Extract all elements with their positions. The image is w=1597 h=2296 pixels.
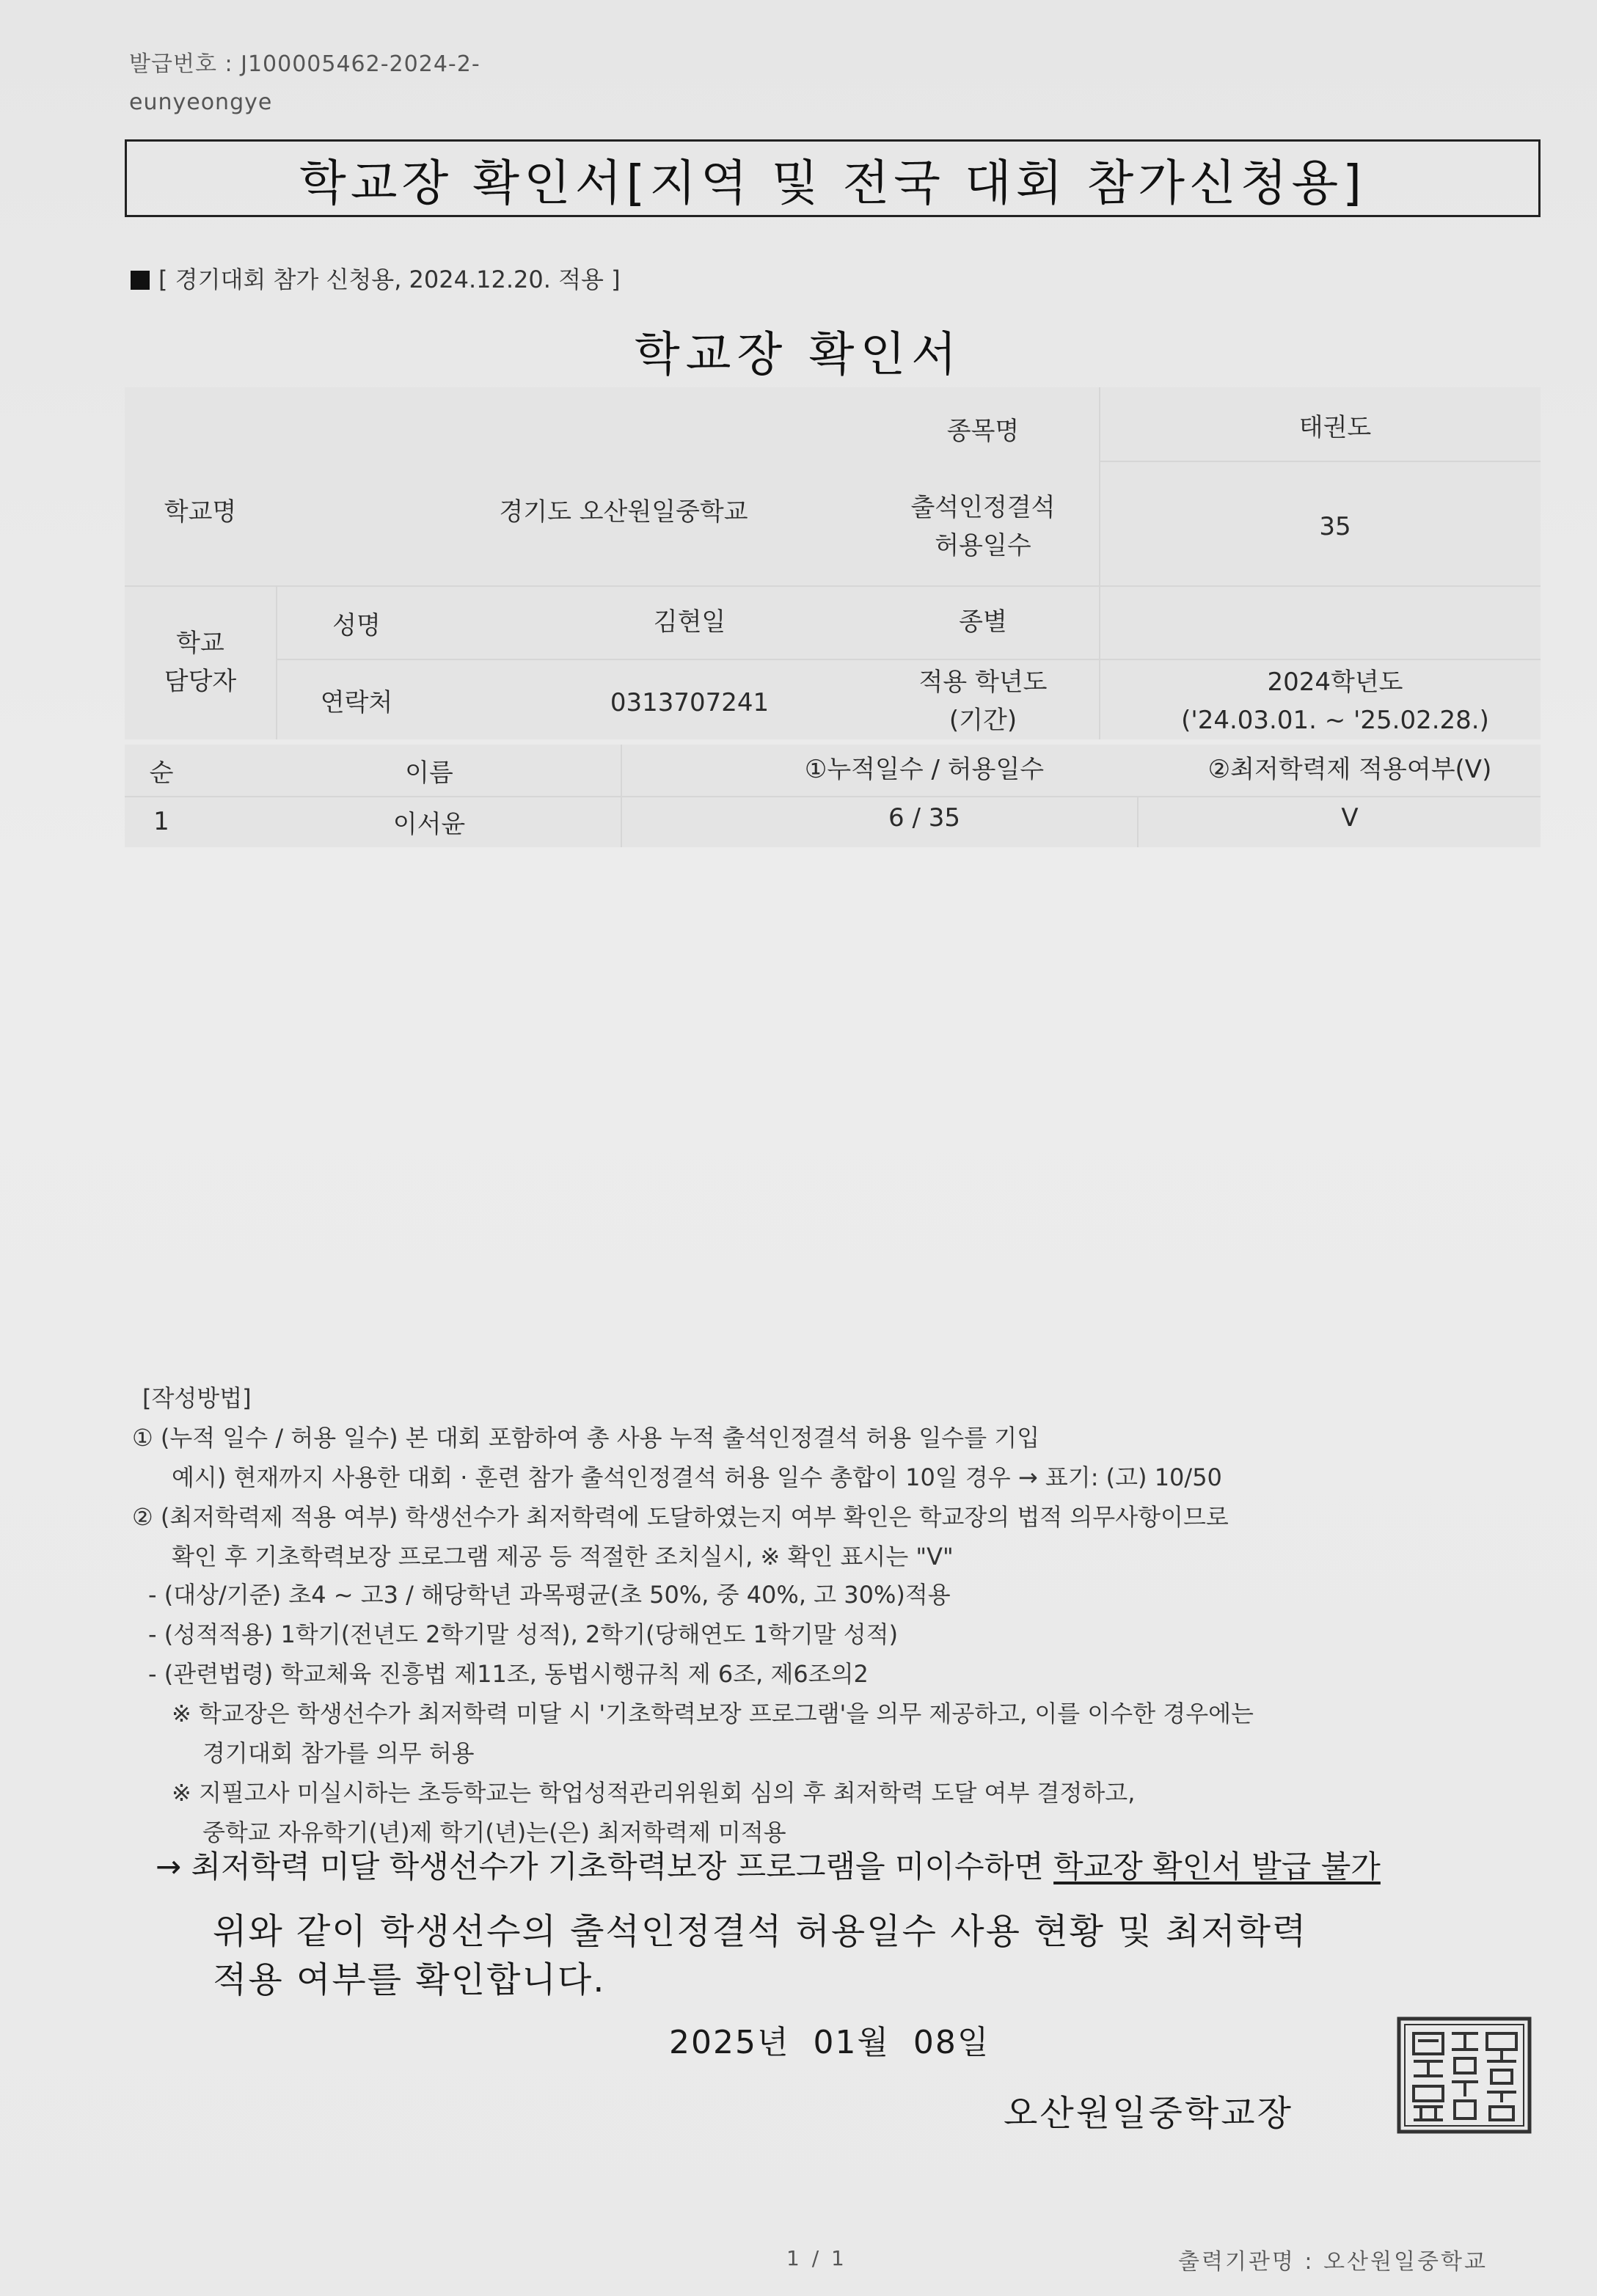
notice-prefix: → 최저학력 미달 학생선수가 기초학력보장 프로그램을 미이수하면 [156,1849,1054,1884]
instruction-line-9: 경기대회 참가를 의무 허용 [202,1739,475,1767]
official-seal [1396,2016,1532,2135]
instructions-heading: [작성방법] [142,1384,252,1412]
footer-org: 출력기관명 : 오산원일중학교 [1178,2249,1488,2275]
allowance-label-line2: 허용일수 [935,531,1031,560]
header-name: 이름 [405,758,453,788]
instruction-line-6: - (성적적용) 1학기(전년도 2학기말 성적), 2학기(당해연도 1학기말 성적) [148,1620,899,1648]
info-table [125,387,1541,739]
document-title: 학교장 확인서 [634,328,963,382]
notice-emphasis: 학교장 확인서 발급 불가 [1053,1849,1381,1884]
student-list-table [125,745,1541,847]
instruction-line-5: - (대상/기준) 초4 ~ 고3 / 해당학년 과목평균(초 50%, 중 40%, 고 30%)적용 [148,1581,951,1609]
allowance-value: 35 [1319,512,1351,541]
instruction-line-2: 예시) 현재까지 사용한 대회 · 훈련 참가 출석인정결석 허용 일수 총합이 10일 경우 → 표기: (고) 10/50 [172,1463,1222,1491]
row-name: 이서윤 [392,809,466,839]
instruction-line-11: 중학교 자유학기(년)제 학기(년)는(은) 최저학력제 미적용 [202,1818,786,1846]
main-title-box [125,139,1541,217]
instruction-line-10: ※ 지필고사 미실시하는 초등학교는 학업성적관리위원회 심의 후 최저학력 도달 여부 결정하고, [172,1779,1136,1807]
instruction-line-7: - (관련법령) 학교체육 진흥법 제11조, 동법시행규칙 제 6조, 제6조의2 [148,1660,869,1688]
notice-line [156,1843,1381,1887]
school-name-value: 경기도 오산원일중학교 [499,497,748,527]
school-name-label: 학교명 [164,497,237,527]
staff-name-value: 김현일 [653,607,726,637]
instruction-line-8: ※ 학교장은 학생선수가 최저학력 미달 시 '기초학력보장 프로그램'을 의무 제공하고, 이를 이수한 경우에는 [172,1700,1254,1728]
square-bullet-icon [131,271,150,290]
year-value-line1: 2024학년도 [1267,668,1403,697]
principal-name: 오산원일중학교장 [1004,2093,1293,2134]
type-label: 종별 [959,607,1007,637]
staff-label [125,607,276,717]
allowance-label-line1: 출석인정결석 [910,493,1056,522]
year-label [873,663,1093,739]
issue-date: 2025년 01월 08일 [669,2024,990,2061]
apply-note [131,261,621,295]
row-days: 6 / 35 [888,803,960,833]
year-value [1137,663,1533,739]
confirmation-line-1: 위와 같이 학생선수의 출석인정결석 허용일수 사용 현황 및 최저학력 [213,1911,1308,1952]
issue-line-1: 발급번호 : J100005462-2024-2- [129,51,480,77]
row-no: 1 [153,807,169,836]
apply-note-text: [ 경기대회 참가 신청용, 2024.12.20. 적용 ] [158,266,621,293]
row-applied: V [1341,803,1359,833]
staff-label-line2: 담당자 [164,667,237,696]
year-value-line2: ('24.03.01. ~ '25.02.28.) [1181,706,1489,735]
issue-number [129,45,480,122]
year-label-line2: (기간) [949,706,1017,735]
confirmation-line-2: 적용 여부를 확인합니다. [213,1959,606,2000]
contact-label: 연락처 [320,688,393,717]
contact-value: 0313707241 [610,688,770,717]
instruction-line-1: ① (누적 일수 / 허용 일수) 본 대회 포함하여 총 사용 누적 출석인정결석 허용 일수를 기입 [132,1424,1040,1452]
issue-line-2: eunyeongye [129,89,273,115]
staff-name-label: 성명 [332,611,381,640]
header-applied: ②최저학력제 적용여부(V) [1207,754,1492,784]
confirmation-text [213,1907,1307,2004]
year-label-line1: 적용 학년도 [918,668,1048,697]
event-value: 태권도 [1298,413,1372,442]
staff-label-line1: 학교 [176,629,224,658]
instruction-line-4: 확인 후 기초학력보장 프로그램 제공 등 적절한 조치실시, ※ 확인 표시는 "V" [172,1543,954,1571]
header-no: 순 [149,758,174,788]
instruction-line-3: ② (최저학력제 적용 여부) 학생선수가 최저학력에 도달하였는지 여부 확인은 학교장의 법적 의무사항이므로 [132,1503,1229,1531]
allowance-label [873,483,1093,571]
event-label: 종목명 [946,417,1020,446]
main-title: 학교장 확인서[지역 및 전국 대회 참가신청용] [299,154,1366,211]
header-days: ①누적일수 / 허용일수 [804,754,1045,784]
page-number: 1 / 1 [786,2246,847,2270]
type-value [1152,593,1519,651]
